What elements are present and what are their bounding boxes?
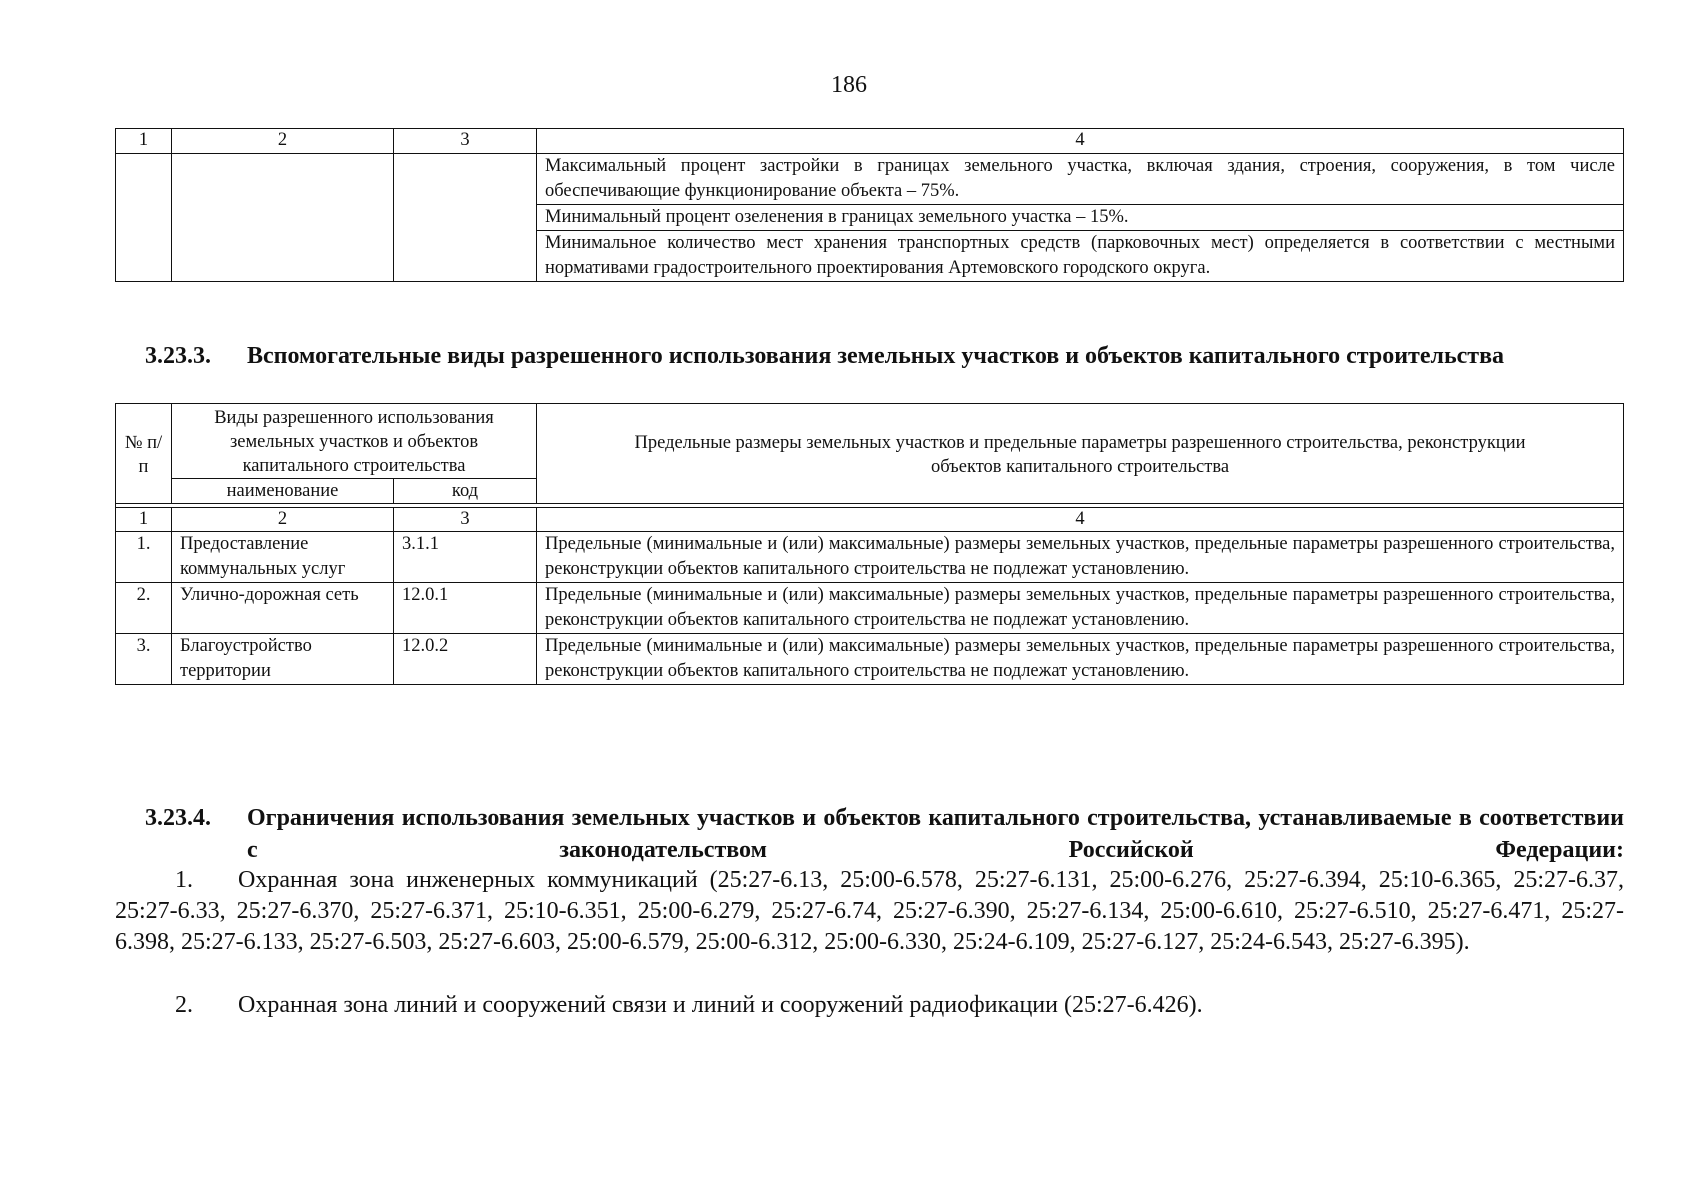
header-number: № п/п xyxy=(116,404,172,504)
header-use-kinds: Виды разрешенного использования земельных участков и объектов капитального строительства xyxy=(172,404,537,479)
parameter-max-building-percent: Максимальный процент застройки в границах земельного участка, включая здания, строения, сооружения, в том числе обеспечивающие функционирование объекта – 75%. xyxy=(537,154,1624,205)
restriction-text: Охранная зона инженерных коммуникаций (25:27-6.13, 25:00-6.578, 25:27-6.131, 25:00-6.276, 25:27-6.394, 25:10-6.365, 25:27-6.37, 25:27-6.33, 25:27-6.370, 25:27-6.371, 25:10-6.351, 25:00-6.279, 25:27-6.74, 25:27-6.390, 25:27-6.134, 25:00-6.610, 25:27-6.510, 25:27-6.471, 25:27-6.398, 25:27-6.133, 25:27-6.503, 25:27-6.603, 25:00-6.579, 25:00-6.312, 25:00-6.330, 25:24-6.109, 25:27-6.127, 25:24-6.543, 25:27-6.395). xyxy=(115,867,1624,955)
row-number: 3. xyxy=(116,634,172,685)
page-number: 186 xyxy=(831,72,867,98)
empty-cell xyxy=(116,154,172,282)
row-number: 2. xyxy=(116,583,172,634)
restriction-item xyxy=(115,990,1624,1021)
table-column-numbers xyxy=(116,129,1624,154)
table-continued xyxy=(115,128,1624,282)
use-code: 12.0.2 xyxy=(394,634,537,685)
table-auxiliary-uses xyxy=(115,403,1624,685)
use-code: 3.1.1 xyxy=(394,532,537,583)
section-heading-3233 xyxy=(145,340,1624,372)
section-number: 3.23.3. xyxy=(145,343,211,369)
row-number: 1. xyxy=(116,532,172,583)
table-header-row xyxy=(116,404,1624,479)
parameter-min-greening-percent: Минимальный процент озеленения в границах земельного участка – 15%. xyxy=(537,205,1624,231)
column-number: 3 xyxy=(394,129,537,154)
header-name: наименование xyxy=(172,479,394,504)
section-title: Вспомогательные виды разрешенного использования земельных участков и объектов капитального строительства xyxy=(247,343,1505,369)
column-number: 1 xyxy=(116,508,172,532)
section-title: Ограничения использования земельных участков и объектов капитального строительства, устанавливаемые в соответствии с законодательством Российской Федерации: xyxy=(247,805,1624,863)
column-number: 2 xyxy=(172,508,394,532)
table-row xyxy=(116,634,1624,685)
empty-cell xyxy=(172,154,394,282)
restriction-item xyxy=(115,865,1624,958)
column-number: 4 xyxy=(537,508,1624,532)
restriction-text: Охранная зона линий и сооружений связи и линий и сооружений радиофикации (25:27-6.426). xyxy=(238,992,1203,1018)
use-code: 12.0.1 xyxy=(394,583,537,634)
column-number: 3 xyxy=(394,508,537,532)
use-limits: Предельные (минимальные и (или) максимальные) размеры земельных участков, предельные параметры разрешенного строительства, реконструкции объектов капитального строительства не подлежат установлению. xyxy=(537,532,1624,583)
restriction-number: 2. xyxy=(175,992,193,1018)
table-row xyxy=(116,532,1624,583)
section-heading-3234 xyxy=(145,802,1624,866)
header-limits: Предельные размеры земельных участков и предельные параметры разрешенного строительства, реконструкции объектов капитального строительства xyxy=(537,404,1624,504)
table-row xyxy=(116,583,1624,634)
column-number: 4 xyxy=(537,129,1624,154)
table-row xyxy=(116,154,1624,205)
header-code: код xyxy=(394,479,537,504)
empty-cell xyxy=(394,154,537,282)
use-limits: Предельные (минимальные и (или) максимальные) размеры земельных участков, предельные параметры разрешенного строительства, реконструкции объектов капитального строительства не подлежат установлению. xyxy=(537,634,1624,685)
column-number: 2 xyxy=(172,129,394,154)
table-column-numbers xyxy=(116,508,1624,532)
use-name: Благоустройство территории xyxy=(172,634,394,685)
section-number: 3.23.4. xyxy=(145,805,211,831)
restriction-number: 1. xyxy=(175,867,193,893)
use-name: Предоставление коммунальных услуг xyxy=(172,532,394,583)
column-number: 1 xyxy=(116,129,172,154)
parameter-parking-spaces: Минимальное количество мест хранения транспортных средств (парковочных мест) определяется в соответствии с местными нормативами градостроительного проектирования Артемовского городского округа. xyxy=(537,231,1624,282)
use-name: Улично-дорожная сеть xyxy=(172,583,394,634)
use-limits: Предельные (минимальные и (или) максимальные) размеры земельных участков, предельные параметры разрешенного строительства, реконструкции объектов капитального строительства не подлежат установлению. xyxy=(537,583,1624,634)
